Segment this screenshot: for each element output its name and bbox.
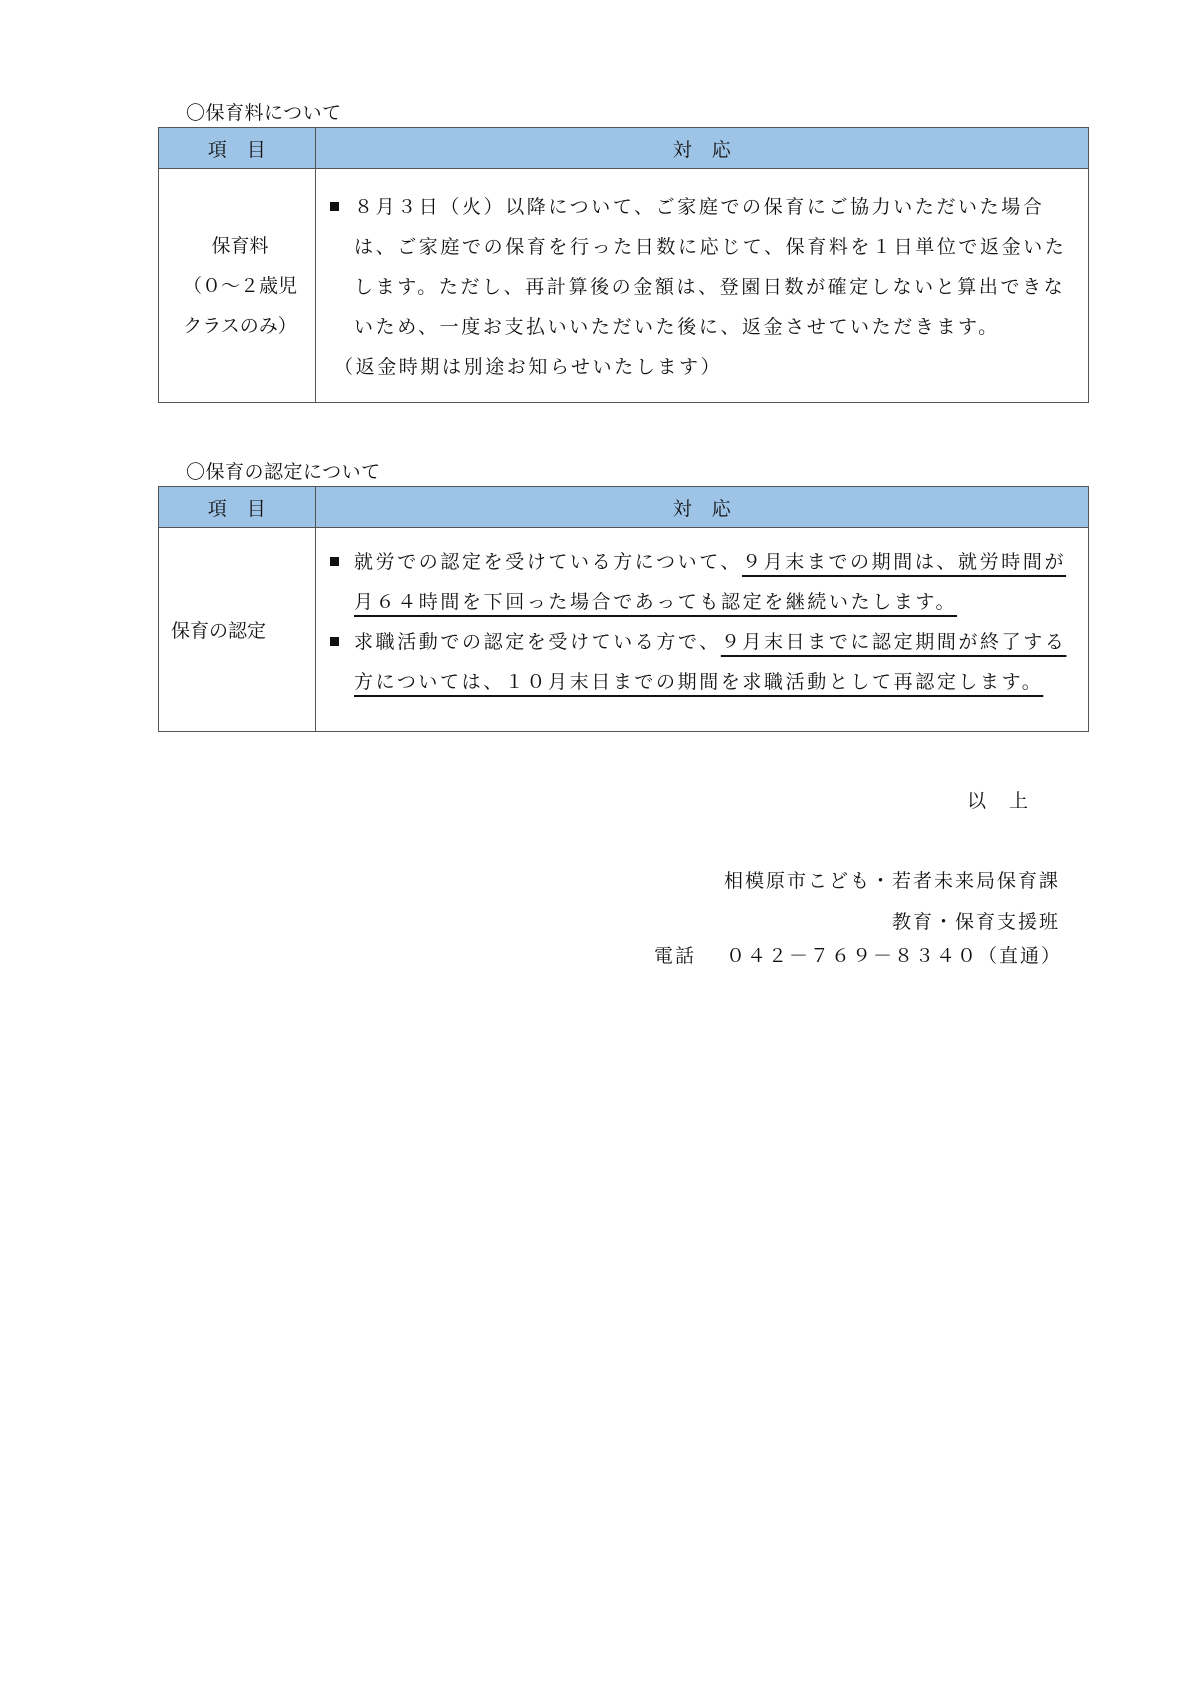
header-item: 項 目 xyxy=(159,487,316,528)
certification-response-cell xyxy=(316,528,1089,732)
contact-phone xyxy=(654,941,1062,968)
header-item: 項 目 xyxy=(159,128,316,169)
item-label: 保育料 xyxy=(211,234,269,257)
bullet-text: 就労での認定を受けている方について、 xyxy=(354,551,743,573)
certification-item-cell: 保育の認定 xyxy=(159,528,316,732)
header-response: 対 応 xyxy=(316,487,1089,528)
fee-table xyxy=(158,127,1089,403)
phone-number: ０４２－７６９－８３４０（直通） xyxy=(725,945,1062,967)
square-bullet-icon xyxy=(330,637,339,646)
section-title-fee: 〇保育料について xyxy=(186,102,342,124)
contact-department: 相模原市こども・若者未来局保育課 xyxy=(723,870,1060,892)
square-bullet-icon xyxy=(330,202,339,211)
table-row xyxy=(159,169,1089,403)
certification-table-header xyxy=(159,487,1089,528)
item-label: クラスのみ） xyxy=(183,314,297,337)
fee-table-header xyxy=(159,128,1089,169)
underlined-text: ９月末日までに認定期間が終了する方については、１０月末日までの期間を求職活動として再認定します。 xyxy=(354,631,1067,693)
closing-mark: 以 上 xyxy=(967,790,1031,812)
section-title-certification: 〇保育の認定について xyxy=(186,461,381,483)
list-item xyxy=(330,187,1078,347)
underlined-text: ９月末までの期間は、就労時間が月６４時間を下回った場合であっても認定を継続いたします。 xyxy=(354,551,1067,613)
bullet-text: 求職活動での認定を受けている方で、 xyxy=(354,631,721,653)
list-item xyxy=(330,542,1078,622)
item-label: （０～２歳児 xyxy=(182,274,297,297)
certification-table xyxy=(158,486,1089,732)
phone-label: 電話 xyxy=(653,945,696,967)
table-row xyxy=(159,528,1089,732)
bullet-text: ８月３日（火）以降について、ご家庭での保育にご協力いただいた場合は、ご家庭での保育を行った日数に応じて、保育料を１日単位で返金いたします。ただし、再計算後の金額は、登園日数が確定しないと算出できないため、一度お支払いいただいた後に、返金させていただきます。 xyxy=(354,196,1067,338)
fee-item-cell xyxy=(159,169,316,403)
contact-team: 教育・保育支援班 xyxy=(891,911,1060,933)
header-response: 対 応 xyxy=(316,128,1089,169)
fee-response-cell xyxy=(316,169,1089,403)
refund-note: （返金時期は別途お知らせいたします） xyxy=(334,356,723,378)
list-item xyxy=(330,622,1078,702)
square-bullet-icon xyxy=(330,557,339,566)
